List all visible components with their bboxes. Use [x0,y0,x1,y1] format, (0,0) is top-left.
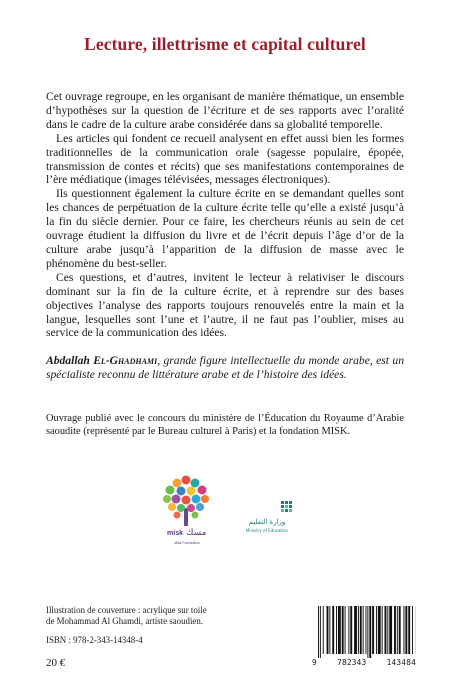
barcode-bar [350,606,352,654]
barcode-digit-group: 143484 [386,658,416,667]
credit-line: Illustration de couverture : acrylique sur toile [46,605,207,615]
barcode-bar [394,606,396,654]
credit-line: de Mohammad Al Ghamdi, artiste saoudien. [46,616,204,626]
author-first-name: Abdallah [46,354,90,367]
barcode-bar [372,606,374,654]
misk-logo [157,470,215,556]
barcode-bar [329,606,330,654]
publication-note: Ouvrage publié avec le concours du ministère de l’Éducation du Royaume d’Arabie saoudite (représenté par le Bureau culturel à Paris) et la fondation MISK. [46,413,404,437]
author-name [46,354,157,367]
barcode-bar [345,606,346,654]
barcode-digits [312,658,416,667]
barcode-bar [363,606,364,654]
barcode-bar [397,606,398,654]
barcode-bar [360,606,362,654]
misk-subtitle: Misk Foundation [174,541,200,545]
barcode-bar [369,606,371,658]
barcode-bar [332,606,334,654]
isbn: ISBN : 978-2-343-14348-4 [46,635,143,645]
barcode-bar [367,606,368,658]
ministry-of-education-logo-icon [238,498,296,518]
ministry-english-name: Ministry of Education [245,528,289,533]
barcode-bar [338,606,341,654]
barcode-bar [404,606,405,654]
barcode-bar [389,606,392,654]
misk-tree-logo-icon [157,470,215,530]
barcode-bar [320,606,321,658]
barcode-bar [336,606,337,654]
barcode-bar [327,606,329,654]
barcode-bar [412,606,413,654]
barcode-bar [342,606,344,654]
isbn-barcode [312,606,416,670]
barcode-bar [382,606,383,654]
barcode-bar [354,606,357,654]
barcode-bar [399,606,401,654]
ministry-logo [238,498,296,538]
barcode-bar [318,606,319,658]
barcode-bar [358,606,359,654]
ministry-arabic-name: وزارة التعليم [248,518,286,526]
summary-paragraph: Cet ouvrage regroupe, en les organisant de manière thématique, un ensemble d’hypothèses sur la question de l’écriture et de ses rapports avec l’oralité dans le cadre de la culture arabe considérée dans sa globalité temporelle. [46,90,404,131]
barcode-bar [366,606,367,654]
misk-latin-name: misk [167,530,183,537]
back-cover-summary [46,90,404,340]
barcode-bar [405,606,407,654]
summary-paragraph: Ces questions, et d’autres, invitent le lecteur à relativiser le discours dominant sur la fin de la culture écrite, et à reprendre sur des bases objectives l’analyse des rapports toujours renouvelés entre la main et la langue, lesquelles sont l’une et l’autre, il ne faut pas l’oublier, mises au service de la communication des idées. [46,270,404,340]
barcode-digit-group: 782343 [337,658,367,667]
summary-paragraph: Ils questionnent également la culture écrite en se demandant quelles sont les chances de perpétuation de la culture écrite telle qu’elle a existé jusqu’à la fin du siècle dernier. Pour ce faire, les chercheurs réunis au sein de cet ouvrage étudient la diffusion du livre et de l’écrit depuis l’âge d’or de la culture arabe jusqu’à l’apparition de la diffusion de masse avec le phénomène du best-seller. [46,187,404,270]
author-last-name: El-Ghadhami [93,354,158,367]
summary-paragraph: Les articles qui fondent ce recueil analysent en effet aussi bien les formes traditionnelles de la communication orale (sagesse populaire, épopée, transmission de contes et récits) que ses manifestations contemporaines de l’ère médiatique (images télévisées, messages électroniques). [46,131,404,187]
author-description: , grande figure intellectuelle du monde arabe, est un spécialiste reconnu de littérature arabe et de l’histoire des idées. [46,354,404,381]
price: 20 € [46,657,66,669]
barcode-bar [387,606,388,654]
author-bio [46,354,404,382]
barcode-bar [408,606,410,654]
barcode-bar [323,606,324,654]
barcode-bar [348,606,349,654]
barcode-bar [378,606,381,654]
misk-arabic-name: مسك [186,528,207,538]
barcode-bar [376,606,377,654]
barcode-bars [312,606,416,658]
book-title: Lecture, illettrisme et capital culturel [84,34,366,54]
cover-illustration-credit [46,605,266,627]
barcode-digit-group: 9 [312,658,317,667]
barcode-bar [385,606,387,654]
